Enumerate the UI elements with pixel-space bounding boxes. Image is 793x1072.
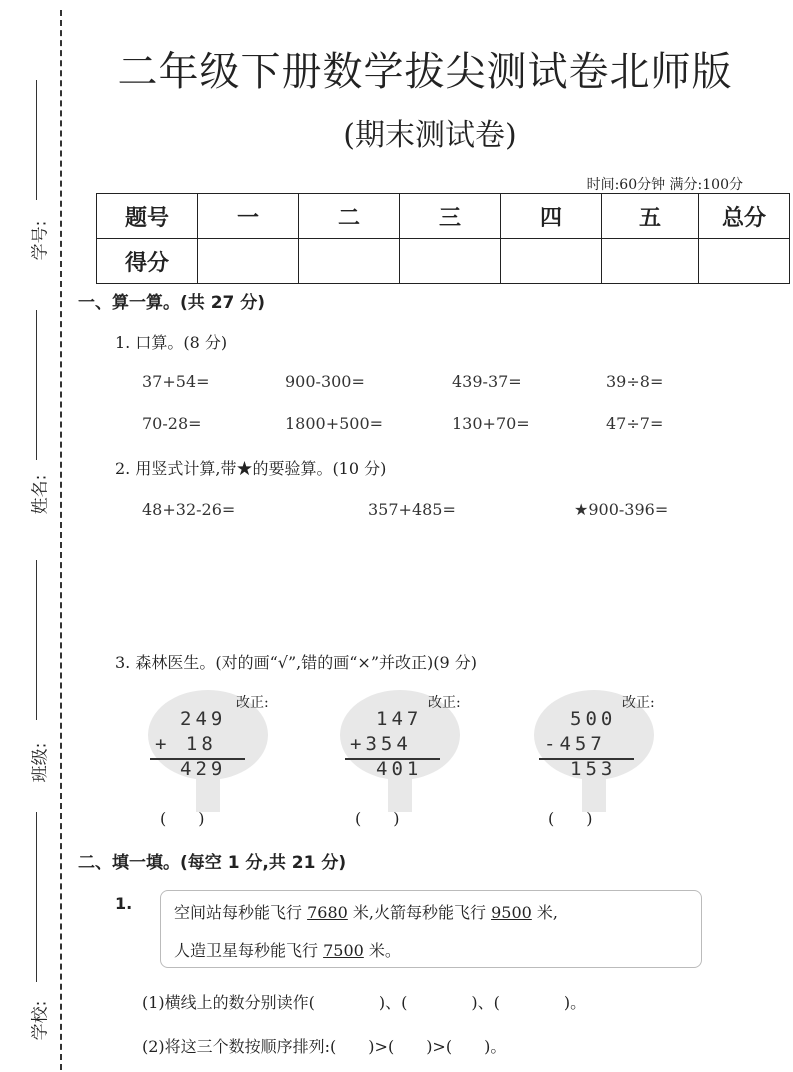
- score-cell[interactable]: [198, 239, 299, 284]
- calc-top: 147: [376, 708, 423, 730]
- calc-result: 429: [180, 758, 227, 780]
- score-cell[interactable]: [400, 239, 501, 284]
- calc-operand: -457: [544, 733, 606, 755]
- number-9500: 9500: [491, 903, 532, 922]
- score-row-label: 得分: [97, 239, 198, 284]
- binding-dashed-line: [60, 10, 62, 1070]
- score-cell[interactable]: [501, 239, 602, 284]
- score-header: 四: [501, 194, 602, 239]
- oral-calc: 900-300=: [285, 372, 365, 391]
- sub-question-1: (1)横线上的数分别读作( )、( )、( )。: [142, 993, 587, 1012]
- answer-paren[interactable]: ( ): [160, 809, 205, 828]
- score-header: 二: [299, 194, 400, 239]
- score-table: [96, 193, 790, 284]
- number-7680: 7680: [307, 903, 348, 922]
- oral-calc: 439-37=: [452, 372, 522, 391]
- section1-title: 一、算一算。(共 27 分): [78, 293, 266, 313]
- section2-q1-number: 1.: [115, 894, 133, 913]
- fix-label: 改正:: [236, 695, 269, 711]
- student-id-label: 学号:: [30, 220, 51, 261]
- name-line: [36, 310, 37, 460]
- class-line: [36, 560, 37, 720]
- class-label: 班级:: [30, 742, 51, 783]
- oral-calc: 130+70=: [452, 414, 530, 433]
- page-title: 二年级下册数学拔尖测试卷北师版: [117, 49, 733, 95]
- score-cell[interactable]: [602, 239, 699, 284]
- score-header: 题号: [97, 194, 198, 239]
- school-line: [36, 812, 37, 982]
- vertical-calc-item: 357+485=: [368, 500, 456, 519]
- score-header: 总分: [699, 194, 790, 239]
- info-line-2: 人造卫星每秒能飞行 7500 米。: [174, 941, 401, 960]
- vertical-calc-item: 48+32-26=: [142, 500, 236, 519]
- page-subtitle: (期末测试卷): [343, 118, 517, 153]
- oral-calc: 70-28=: [142, 414, 202, 433]
- calc-operand: + 18: [155, 733, 217, 755]
- fix-label: 改正:: [622, 695, 655, 711]
- score-header: 三: [400, 194, 501, 239]
- answer-paren[interactable]: ( ): [355, 809, 400, 828]
- calc-top: 249: [180, 708, 227, 730]
- name-label: 姓名:: [30, 474, 51, 515]
- score-cell[interactable]: [699, 239, 790, 284]
- score-header: 一: [198, 194, 299, 239]
- student-id-line: [36, 80, 37, 200]
- sub-question-2: (2)将这三个数按顺序排列:( )>( )>( )。: [142, 1037, 507, 1056]
- calc-top: 500: [570, 708, 617, 730]
- vertical-calc-item: ★900-396=: [574, 500, 669, 519]
- score-header: 五: [602, 194, 699, 239]
- oral-calc: 37+54=: [142, 372, 210, 391]
- score-cell[interactable]: [299, 239, 400, 284]
- number-7500: 7500: [323, 941, 364, 960]
- school-label: 学校:: [30, 1000, 51, 1041]
- oral-calc: 39÷8=: [606, 372, 664, 391]
- oral-calc: 1800+500=: [285, 414, 384, 433]
- q2-title: 2. 用竖式计算,带★的要验算。(10 分): [115, 459, 387, 478]
- calc-result: 401: [376, 758, 423, 780]
- exam-meta: 时间:60分钟 满分:100分: [586, 177, 743, 193]
- answer-paren[interactable]: ( ): [548, 809, 593, 828]
- calc-result: 153: [570, 758, 617, 780]
- q3-title: 3. 森林医生。(对的画“√”,错的画“×”并改正)(9 分): [115, 653, 477, 672]
- info-line-1: 空间站每秒能飞行 7680 米,火箭每秒能飞行 9500 米,: [174, 903, 558, 922]
- fix-label: 改正:: [428, 695, 461, 711]
- calc-operand: +354: [350, 733, 412, 755]
- oral-calc: 47÷7=: [606, 414, 664, 433]
- section2-title: 二、填一填。(每空 1 分,共 21 分): [78, 853, 347, 873]
- q1-title: 1. 口算。(8 分): [115, 333, 228, 352]
